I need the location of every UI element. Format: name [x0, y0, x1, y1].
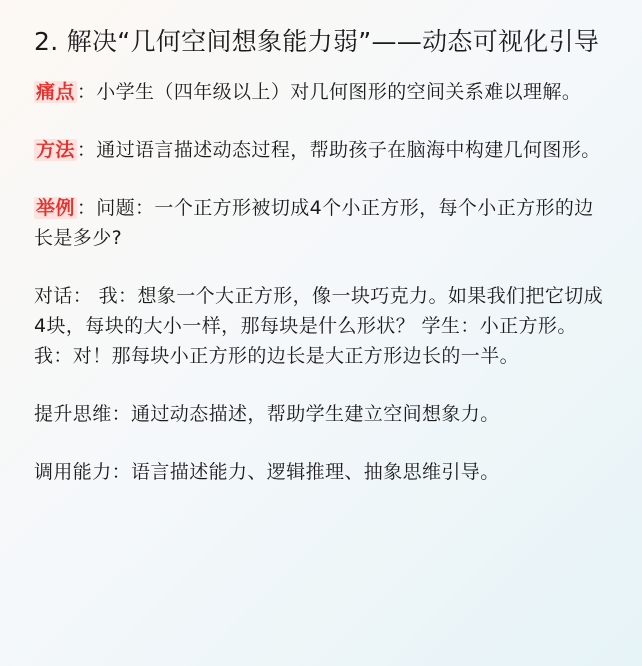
pain-point-paragraph [34, 77, 612, 107]
method-separator: ： [76, 139, 97, 161]
pain-point-tag: 痛点 [36, 81, 75, 103]
method-paragraph [34, 135, 612, 165]
method-text: 通过语言描述动态过程，帮助孩子在脑海中构建几何图形。 [96, 139, 601, 161]
dialogue-paragraph: 对话： 我：想象一个大正方形，像一块巧克力。如果我们把它切成4块，每块的大小一样，那每块是什么形状？ 学生：小正方形。 我：对！那每块小正方形的边长是大正方形边长的一半。 [34, 285, 604, 367]
pain-point-separator: ： [76, 81, 97, 103]
thinking-paragraph: 提升思维：通过动态描述，帮助学生建立空间想象力。 [34, 403, 500, 425]
example-separator: ： [76, 197, 97, 219]
method-tag: 方法 [36, 139, 75, 161]
section-heading: 2. 解决“几何空间想象能力弱”——动态可视化引导 [34, 27, 600, 56]
example-text: 问题：一个正方形被切成4个小正方形，每个小正方形的边长是多少? [34, 197, 594, 249]
pain-point-text: 小学生（四年级以上）对几何图形的空间关系难以理解。 [96, 81, 582, 103]
example-tag: 举例 [36, 197, 75, 219]
ability-paragraph: 调用能力：语言描述能力、逻辑推理、抽象思维引导。 [34, 461, 500, 483]
example-paragraph [34, 193, 612, 253]
